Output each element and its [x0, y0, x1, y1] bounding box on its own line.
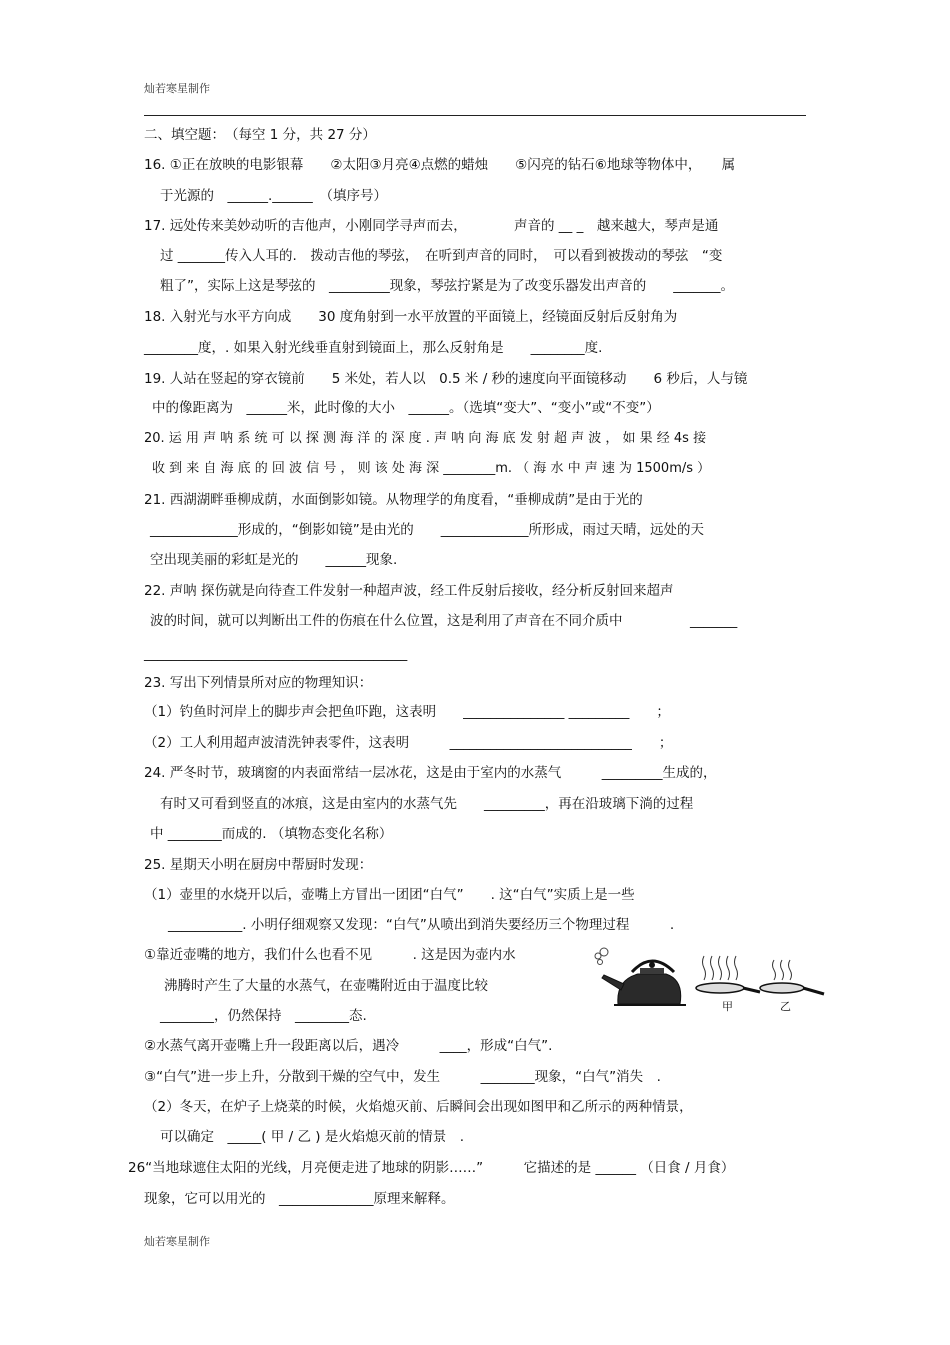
question-19-line-2: 中的像距离为 ______米，此时像的大小 ______。（选填“变大”、“变小”或“不变”）: [152, 400, 660, 416]
question-18-line-1: 18. 入射光与水平方向成 30 度角射到一水平放置的平面镜上，经镜面反射后反射角为: [144, 309, 678, 325]
question-16-line-1: 16. ①正在放映的电影银幕 ②太阳③月亮④点燃的蜡烛 ⑤闪亮的钻石⑥地球等物体中， 属: [144, 157, 736, 173]
question-24-line-3: 中 ________而成的. （填物态变化名称）: [150, 826, 393, 842]
question-25-line-8: ③“白气”进一步上升，分散到干燥的空气中，发生 ________现象，“白气”消失 .: [144, 1069, 661, 1085]
question-21-line-3: 空出现美丽的彩虹是光的 ______现象.: [150, 552, 398, 568]
question-21-line-1: 21. 西湖湖畔垂柳成荫，水面倒影如镜。从物理学的角度看，“垂柳成荫”是由于光的: [144, 492, 643, 508]
question-26-line-1: 26“当地球遮住太阳的光线，月亮便走进了地球的阴影……” 它描述的是 ______ （日食 / 月食）: [128, 1160, 735, 1176]
question-25-line-1: 25. 星期天小明在厨房中帮厨时发现：: [144, 857, 373, 873]
page-header: 灿若寒星制作: [144, 82, 210, 95]
question-19-line-1: 19. 人站在竖起的穿衣镜前 5 米处，若人以 0.5 米 / 秒的速度向平面镜移动 6 秒后，人与镜: [144, 371, 748, 387]
question-25-line-6: ________，仍然保持 ________态.: [160, 1008, 367, 1024]
question-20-line-2: 收 到 来 自 海 底 的 回 波 信 号 ， 则 该 处 海 深 ________m. （ 海 水 中 声 速 为 1500m/s ）: [152, 461, 711, 476]
question-25-line-9: （2）冬天，在炉子上烧菜的时候，火焰熄灭前、后瞬间会出现如图甲和乙所示的两种情景，: [144, 1099, 693, 1115]
question-17-line-3: 粗了”，实际上这是琴弦的 _________现象，琴弦拧紧是为了改变乐器发出声音的 _______。: [160, 278, 734, 294]
page-footer: 灿若寒星制作: [144, 1235, 210, 1248]
question-24-line-2: 有时又可看到竖直的冰痕，这是由室内的水蒸气先 _________，再在沿玻璃下淌的过程: [160, 796, 694, 812]
question-25-line-5: 沸腾时产生了大量的水蒸气，在壶嘴附近由于温度比较: [164, 978, 488, 994]
question-16-line-2: 于光源的 ______.______ （填序号）: [160, 188, 388, 204]
question-17-line-2: 过 _______传入人耳的. 拨动吉他的琴弦， 在听到声音的同时， 可以看到被拨动的琴弦 “变: [160, 248, 723, 264]
question-24-line-1: 24. 严冬时节，玻璃窗的内表面常结一层冰花，这是由于室内的水蒸气 _________生成的，: [144, 765, 717, 781]
question-21-line-2: _____________形成的，“倒影如镜”是由光的 _____________所形成，雨过天晴，远处的天: [150, 522, 704, 538]
kettle-and-pans-figure: [588, 944, 828, 1014]
header-divider: [144, 115, 806, 116]
question-25-line-2: （1）壶里的水烧开以后，壶嘴上方冒出一团团“白气” . 这“白气”实质上是一些: [144, 887, 635, 903]
question-23-line-1: 23. 写出下列情景所对应的物理知识：: [144, 675, 373, 691]
question-22-line-3: _______________________________________: [144, 646, 408, 662]
question-26-line-2: 现象，它可以用光的 ______________原理来解释。: [144, 1191, 455, 1207]
question-17-line-1: 17. 远处传来美妙动听的吉他声，小刚同学寻声而去， 声音的 __ _ 越来越大，琴声是通: [144, 218, 719, 234]
question-25-line-7: ②水蒸气离开壶嘴上升一段距离以后，遇冷 ____，形成“白气”.: [144, 1038, 553, 1054]
question-25-line-4: ①靠近壶嘴的地方，我们什么也看不见 . 这是因为壶内水: [144, 947, 516, 963]
question-23-line-3: （2）工人利用超声波清洗钟表零件，这表明 ___________________________ ；: [144, 735, 673, 751]
question-25-line-3: ___________. 小明仔细观察又发现：“白气”从喷出到消失要经历三个物理过程 .: [168, 917, 675, 933]
question-20-line-1: 20. 运 用 声 呐 系 统 可 以 探 测 海 洋 的 深 度 . 声 呐 向 海 底 发 射 超 声 波 ， 如 果 经 4s 接: [144, 431, 707, 446]
question-22-line-1: 22. 声呐 探伤就是向待查工件发射一种超声波，经工件反射后接收，经分析反射回来超声: [144, 583, 674, 599]
question-18-line-2: ________度，. 如果入射光线垂直射到镜面上，那么反射角是 ________度.: [144, 340, 603, 356]
figure-label-jia: 甲: [722, 1000, 733, 1013]
kettle-pans-illustration: [588, 944, 828, 1014]
question-23-line-2: （1）钓鱼时河岸上的脚步声会把鱼吓跑，这表明 _______________ _________ ；: [144, 704, 670, 720]
question-22-line-2: 波的时间，就可以判断出工件的伤痕在什么位置，这是利用了声音在不同介质中 _______: [150, 613, 738, 629]
section-title: 二、填空题： （每空 1 分，共 27 分）: [144, 127, 376, 143]
question-25-line-10: 可以确定 _____( 甲 / 乙 ) 是火焰熄灭前的情景 .: [160, 1129, 465, 1145]
figure-label-yi: 乙: [780, 1000, 791, 1013]
